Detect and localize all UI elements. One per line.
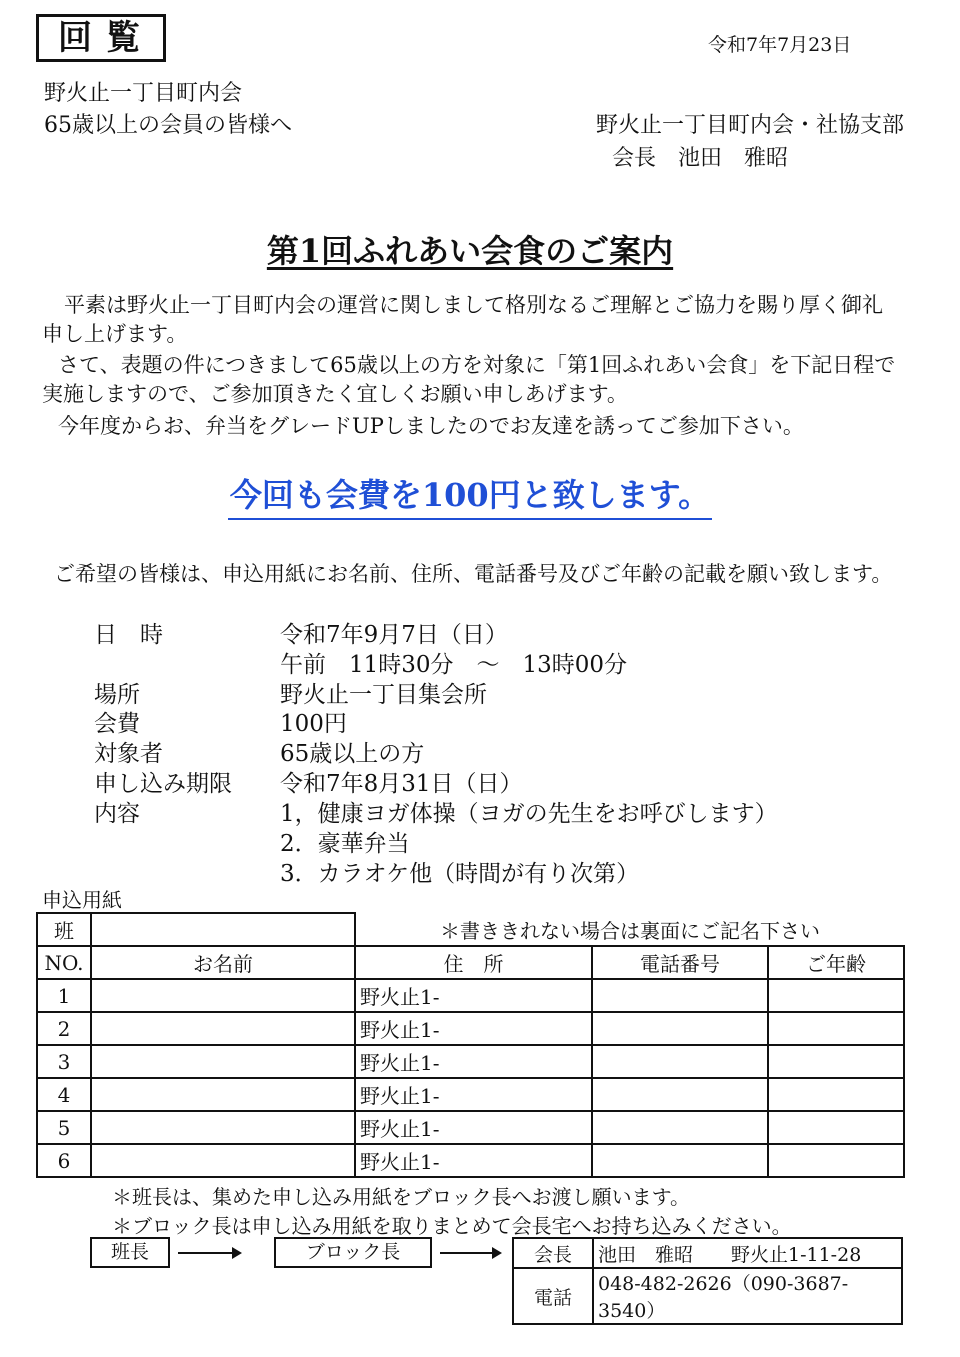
address-cell[interactable]: 野火止1-: [355, 1078, 592, 1111]
datetime-value-time: 午前 11時30分 ～ 13時00分: [280, 652, 628, 678]
header-name: お名前: [91, 946, 355, 979]
age-cell[interactable]: [768, 1144, 904, 1177]
footer-note-2: ＊ブロック長は申し込み用紙を取りまとめて会長宅へお持ち込みください。: [112, 1214, 792, 1238]
age-cell[interactable]: [768, 1078, 904, 1111]
phone-cell[interactable]: [592, 1045, 768, 1078]
row-no: 4: [37, 1078, 91, 1111]
form-header-row: [37, 946, 904, 979]
name-cell[interactable]: [91, 1012, 355, 1045]
form-title: 申込用紙: [42, 888, 122, 912]
content-item-2: 2．豪華弁当: [280, 831, 410, 857]
content-item-3: 3．カラオケ他（時間が有り次第）: [280, 861, 640, 887]
name-cell[interactable]: [91, 1078, 355, 1111]
contact-row-chairman: [513, 1238, 902, 1268]
name-cell[interactable]: [91, 1045, 355, 1078]
body-paragraph-2b: 実施しますので、ご参加頂きたく宜しくお願い申しあげます。: [42, 382, 628, 406]
address-cell[interactable]: 野火止1-: [355, 1111, 592, 1144]
overflow-note: ＊書ききれない場合は裏面にご記名下さい: [440, 918, 820, 943]
han-label: 班: [37, 913, 91, 946]
table-row: [37, 979, 904, 1012]
fee-label: 会費: [94, 711, 140, 737]
contact-value-chairman: 池田 雅昭 野火止1-11-28: [593, 1238, 902, 1268]
table-row: [37, 1144, 904, 1177]
place-label: 場所: [94, 682, 140, 708]
fee-highlight-text: 今回も会費を100円と致します。: [228, 476, 712, 520]
row-no: 6: [37, 1144, 91, 1177]
name-cell[interactable]: [91, 979, 355, 1012]
address-cell[interactable]: 野火止1-: [355, 1045, 592, 1078]
table-row: [37, 1012, 904, 1045]
age-cell[interactable]: [768, 1012, 904, 1045]
age-cell[interactable]: [768, 979, 904, 1012]
phone-cell[interactable]: [592, 979, 768, 1012]
header-no: NO.: [37, 946, 91, 979]
name-cell[interactable]: [91, 1111, 355, 1144]
place-value: 野火止一丁目集会所: [280, 682, 487, 708]
age-cell[interactable]: [768, 1045, 904, 1078]
content-label: 内容: [94, 801, 140, 827]
name-cell[interactable]: [91, 1144, 355, 1177]
sender-line-1: 野火止一丁目町内会・社協支部: [596, 113, 905, 138]
contact-label-chairman: 会長: [513, 1238, 593, 1268]
document-title: [0, 226, 940, 272]
recipient-line-2: 65歳以上の会員の皆様へ: [44, 113, 292, 138]
target-label: 対象者: [94, 741, 163, 767]
row-no: 5: [37, 1111, 91, 1144]
body-paragraph-3: 今年度からお、弁当をグレードUPしましたのでお友達を誘ってご参加下さい。: [58, 414, 804, 438]
document-title-text: 第1回ふれあい会食のご案内: [266, 232, 674, 270]
document-date: 令和7年7月23日: [708, 34, 852, 56]
table-row: [37, 1111, 904, 1144]
address-cell[interactable]: 野火止1-: [355, 979, 592, 1012]
footer-note-1: ＊班長は、集めた申し込み用紙をブロック長へお渡し願います。: [112, 1185, 690, 1209]
content-item-1: 1，健康ヨガ体操（ヨガの先生をお呼びします）: [280, 801, 778, 827]
target-value: 65歳以上の方: [280, 741, 425, 767]
han-input-cell[interactable]: [91, 913, 355, 946]
phone-cell[interactable]: [592, 1012, 768, 1045]
row-no: 3: [37, 1045, 91, 1078]
application-form-table: [36, 912, 905, 1178]
age-cell[interactable]: [768, 1111, 904, 1144]
deadline-value: 令和7年8月31日（日）: [280, 771, 523, 797]
address-cell[interactable]: 野火止1-: [355, 1012, 592, 1045]
contact-table: [512, 1237, 903, 1325]
header-phone: 電話番号: [592, 946, 768, 979]
address-cell[interactable]: 野火止1-: [355, 1144, 592, 1177]
body-paragraph-2a: さて、表題の件につきまして65歳以上の方を対象に「第1回ふれあい会食」を下記日程で: [58, 353, 896, 377]
kairan-stamp: 回覧: [36, 14, 166, 62]
han-row: [37, 913, 904, 946]
contact-row-phone: [513, 1268, 902, 1324]
recipient-line-1: 野火止一丁目町内会: [44, 81, 243, 106]
flow-arrow-1: [178, 1252, 240, 1254]
fee-value: 100円: [280, 711, 347, 737]
deadline-label: 申し込み期限: [94, 771, 232, 797]
table-row: [37, 1045, 904, 1078]
flow-step-han-leader: 班長: [90, 1237, 170, 1268]
contact-value-phone: 048-482-2626（090-3687-3540）: [593, 1268, 902, 1324]
header-address: 住 所: [355, 946, 592, 979]
phone-cell[interactable]: [592, 1111, 768, 1144]
datetime-value-date: 令和7年9月7日（日）: [280, 622, 508, 648]
datetime-label: 日 時: [94, 622, 163, 648]
sender-line-2: 会長 池田 雅昭: [612, 146, 789, 171]
phone-cell[interactable]: [592, 1078, 768, 1111]
body-paragraph-1a: 平素は野火止一丁目町内会の運営に関しまして格別なるご理解とご協力を賜り厚く御礼: [64, 293, 883, 317]
header-age: ご年齢: [768, 946, 904, 979]
table-row: [37, 1078, 904, 1111]
body-paragraph-1b: 申し上げます。: [42, 322, 188, 346]
fee-highlight: [0, 470, 940, 516]
row-no: 2: [37, 1012, 91, 1045]
application-note: ご希望の皆様は、申込用紙にお名前、住所、電話番号及びご年齢の記載を願い致します。: [54, 562, 893, 586]
flow-step-block-leader: ブロック長: [274, 1237, 432, 1268]
row-no: 1: [37, 979, 91, 1012]
contact-label-phone: 電話: [513, 1268, 593, 1324]
flow-arrow-2: [440, 1252, 500, 1254]
phone-cell[interactable]: [592, 1144, 768, 1177]
